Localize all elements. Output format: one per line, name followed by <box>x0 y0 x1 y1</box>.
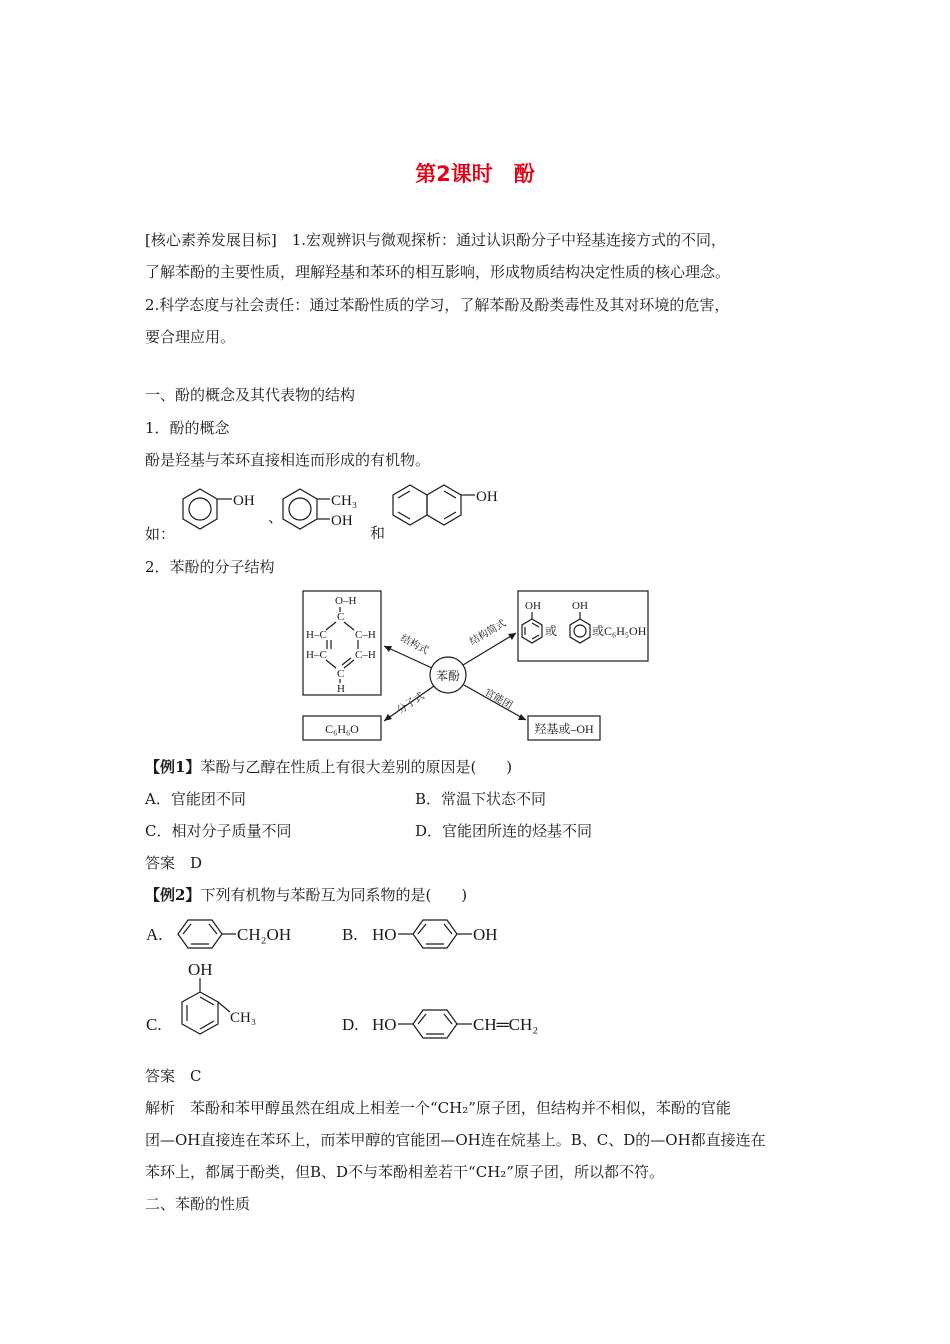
simplified-oh-1: OH <box>525 600 541 612</box>
option-c-ch3: CH₃ <box>230 1010 257 1026</box>
o-cresol-structure <box>182 960 256 1034</box>
example2-question-line <box>145 885 467 905</box>
example2-label: 【例2】 <box>145 886 201 904</box>
center-label: 苯酚 <box>435 669 461 683</box>
example1-option-d: D．官能团所连的烃基不同 <box>415 822 593 840</box>
option-a-group: CH₂OH <box>237 925 292 944</box>
section2-heading: 二、苯酚的性质 <box>145 1195 251 1213</box>
example2-analysis-2: 团—OH直接连在苯环上，而苯甲醇的官能团—OH连在烷基上。B、C、D的—OH都直接连在 <box>145 1131 766 1149</box>
label-simplified: 结构简式 <box>468 618 509 648</box>
goals-line-1: [核心素养发展目标] 1.宏观辨识与微观探析：通过认识酚分子中羟基连接方式的不同， <box>145 231 727 249</box>
example1-label: 【例1】 <box>145 758 201 776</box>
option-d-vinyl: CH═CH₂ <box>473 1015 539 1034</box>
molecular-formula: C₆H₆O <box>325 722 359 736</box>
option-b-oh: OH <box>473 925 498 944</box>
phenol-structure-diagram <box>300 588 652 743</box>
row-left-bottom: H–C <box>306 649 327 661</box>
row-right-top: C–H <box>355 629 376 641</box>
label-molecular: 分子式 <box>395 690 427 717</box>
label-structural: 结构式 <box>398 632 431 657</box>
option-c-letter: C. <box>146 1015 162 1034</box>
or-label-2: 或C₆H₅OH <box>592 624 647 638</box>
goals-line-2: 了解苯酚的主要性质，理解羟基和苯环的相互影响，形成物质结构决定性质的核心理念。 <box>145 263 731 281</box>
example2-analysis-1: 解析 苯酚和苯甲醇虽然在组成上相差一个“CH₂”原子团，但结构并不相似，苯酚的官能 <box>145 1099 731 1117</box>
vinylphenol-structure <box>372 1010 538 1038</box>
phenol-definition: 酚是羟基与苯环直接相连而形成的有机物。 <box>145 451 431 469</box>
example2-analysis-3: 苯环上，都属于酚类，但B、D不与苯酚相差若干“CH₂”原子团，所以都不符。 <box>145 1163 664 1181</box>
example-separator-1: 、 <box>268 510 284 526</box>
benzyl-alcohol-structure <box>178 920 291 948</box>
row-left-top: H–C <box>306 629 327 641</box>
cresol-structure <box>283 489 357 529</box>
example-separator-2: 和 <box>370 526 386 542</box>
row-right-bottom: C–H <box>355 649 376 661</box>
example1-question-line <box>145 757 512 777</box>
goals-line-3: 2.科学态度与社会责任：通过苯酚性质的学习，了解苯酚及酚类毒性及其对环境的危害， <box>145 296 730 314</box>
phenol-examples-structures <box>170 478 530 548</box>
example1-option-c: C．相对分子质量不同 <box>145 822 292 840</box>
atom-o-h-label: O–H <box>335 595 357 607</box>
phenol-oh-label: OH <box>233 493 255 509</box>
hydroquinone-structure <box>372 920 498 948</box>
example1-option-a: A．官能团不同 <box>145 790 246 808</box>
option-d-letter: D. <box>342 1015 359 1034</box>
option-c-oh: OH <box>188 960 213 979</box>
section1-sub1: 1．酚的概念 <box>145 419 230 437</box>
naphthol-oh-label: OH <box>476 489 498 505</box>
option-b-ho: HO <box>372 925 397 944</box>
goals-line-4: 要合理应用。 <box>145 328 236 346</box>
atom-c-top: C <box>337 611 345 623</box>
simplified-oh-2: OH <box>572 600 588 612</box>
example2-answer: 答案 C <box>145 1067 202 1085</box>
or-label-1: 或 <box>545 624 558 638</box>
option-a-letter: A. <box>146 925 163 944</box>
example1-question: 苯酚与乙醇在性质上有很大差别的原因是( ) <box>200 758 513 776</box>
atom-c-bottom: C <box>337 668 345 680</box>
naphthol-structure <box>393 485 498 525</box>
cresol-ch3-label: CH₃ <box>331 493 358 509</box>
option-d-ho: HO <box>372 1015 397 1034</box>
example1-option-b: B．常温下状态不同 <box>415 790 547 808</box>
option-b-letter: B. <box>342 925 358 944</box>
section1-heading: 一、酚的概念及其代表物的结构 <box>145 386 356 404</box>
label-functional: 官能团 <box>482 687 514 712</box>
example-prefix: 如： <box>145 525 176 543</box>
phenol-structure <box>183 489 255 529</box>
example2-options-structures <box>140 912 590 1062</box>
page-title: 第2课时 酚 <box>415 162 535 186</box>
atom-h-bottom: H <box>337 683 345 695</box>
example1-answer: 答案 D <box>145 854 203 872</box>
cresol-oh-label: OH <box>331 513 353 529</box>
example2-question: 下列有机物与苯酚互为同系物的是( ) <box>200 886 468 904</box>
section1-sub2: 2．苯酚的分子结构 <box>145 558 275 576</box>
functional-group: 羟基或–OH <box>534 722 594 736</box>
